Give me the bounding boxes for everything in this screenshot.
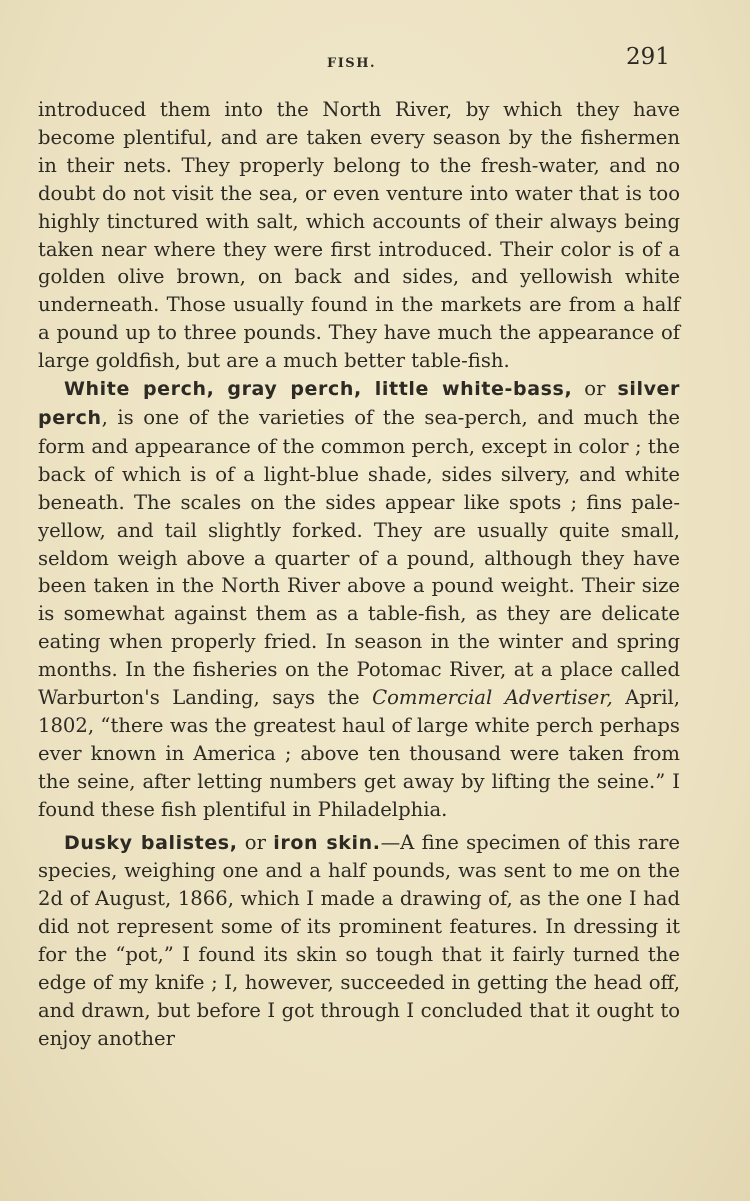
entry-dusky-balistes — [38, 829, 680, 1053]
running-head — [0, 44, 750, 76]
page-number: 291 — [626, 44, 670, 70]
headword-connector: or — [237, 830, 274, 854]
entry-text: —A fine specimen of this rare species, weighing one and a half pounds, was sent to me on the 2d of August, 1866, which I made a drawing of, as the one I had did not represent some of its prominent features. In dressing it for the “pot,” I found its skin so tough that it fairly turned the edge of my knife ; I, however, succeeded in getting the head off, and drawn, but before I got through I concluded that it ought to enjoy another — [38, 830, 681, 1050]
entry-white-perch — [38, 375, 680, 824]
paragraph-goldfish-continuation: introduced them into the North River, by which they have become plentiful, and are taken every season by the fishermen in their nets. They properly belong to the fresh-water, and no doubt do not visit the sea, or even venture into water that is too highly tinctured with salt, which accounts of their always being taken near where they were first introduced. Their color is of a golden olive brown, on back and sides, and yellowish white underneath. Those usually found in the markets are from a half a pound up to three pounds. They have much the appearance of large goldfish, but are a much better table-fish. — [38, 98, 680, 373]
running-head-title: FISH. — [327, 56, 377, 71]
italic-publication-title: Commercial Advertiser, — [372, 686, 613, 710]
headword-white-perch: White perch, gray perch, little white-bass, — [64, 378, 573, 401]
headword-iron-skin: iron skin. — [273, 831, 381, 854]
headword-silver-perch: silver perch — [38, 378, 681, 429]
headword-dusky-balistes: Dusky balistes, — [64, 831, 238, 854]
body-text — [38, 96, 680, 1053]
entry-text: , is one of the varieties of the sea-perch, and much the form and appearance of the common perch, except in color ; the back of which is of a light-blue shade, sides silvery, and white beneath. The scales on the sides appear like spots ; fins pale-yellow, and tail slightly forked. They are usually quite small, seldom weigh above a quarter of a pound, although they have been taken in the North River above a pound weight. Their size is somewhat against them as a table-fish, as they are delicate eating when properly fried. In season in the winter and spring months. In the fisheries on the Potomac River, at a place called Warburton's Landing, says the — [38, 405, 680, 710]
entry-text-continued: April, 1802, “there was the greatest haul of large white perch perhaps ever known in America ; above ten thousand were taken from the seine, after letting numbers get away by lifting the seine.” I found these fish plentiful in Philadelphia. — [38, 686, 680, 821]
headword-connector: or — [572, 377, 618, 401]
